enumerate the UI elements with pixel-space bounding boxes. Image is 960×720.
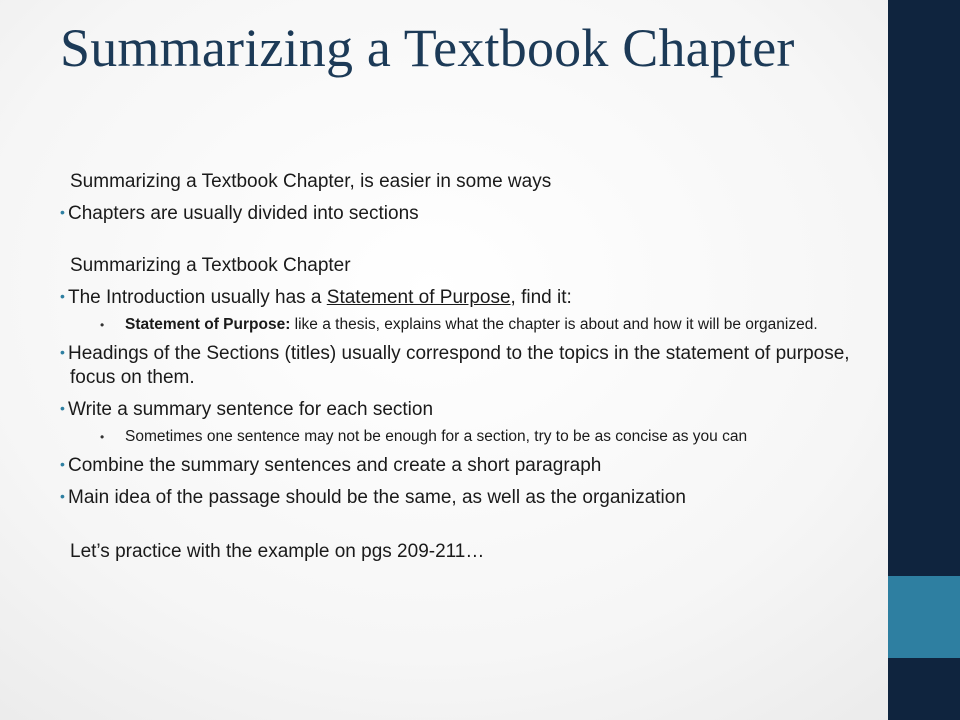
bullet-item: • Chapters are usually divided into sections (70, 200, 880, 226)
bullet-icon: • (60, 400, 65, 416)
sidebar-accent-block (888, 576, 960, 658)
bullet-icon: • (100, 318, 105, 332)
sub-bullet-item: • Statement of Purpose: like a thesis, explains what the chapter is about and how it will be organized. (100, 316, 818, 333)
bullet-item: • Write a summary sentence for each section (70, 396, 880, 422)
bullet-icon: • (60, 288, 65, 304)
bullet-icon: • (60, 488, 65, 504)
bullet-item: • Main idea of the passage should be the same, as well as the organization (70, 484, 880, 510)
paragraph-heading: Summarizing a Textbook Chapter (70, 255, 351, 276)
sub-bullet-item: • Sometimes one sentence may not be enough for a section, try to be as concise as you can (100, 428, 748, 445)
paragraph-closing: Let’s practice with the example on pgs 209-211… (70, 541, 485, 562)
slide-body (60, 170, 880, 564)
bullet-icon: • (60, 456, 65, 472)
bullet-icon: • (100, 430, 105, 444)
bullet-icon: • (60, 204, 65, 220)
bullet-item: • The Introduction usually has a Statement of Purpose, find it: (70, 284, 880, 310)
bullet-icon: • (60, 344, 65, 360)
underlined-term: Statement of Purpose (326, 287, 511, 308)
slide-title: Summarizing a Textbook Chapter (60, 18, 795, 78)
paragraph-intro: Summarizing a Textbook Chapter, is easier in some ways (70, 171, 552, 192)
bullet-item: • Headings of the Sections (titles) usually correspond to the topics in the statement of purpose, focus on them. (70, 340, 880, 390)
bullet-item: • Combine the summary sentences and create a short paragraph (70, 452, 880, 478)
